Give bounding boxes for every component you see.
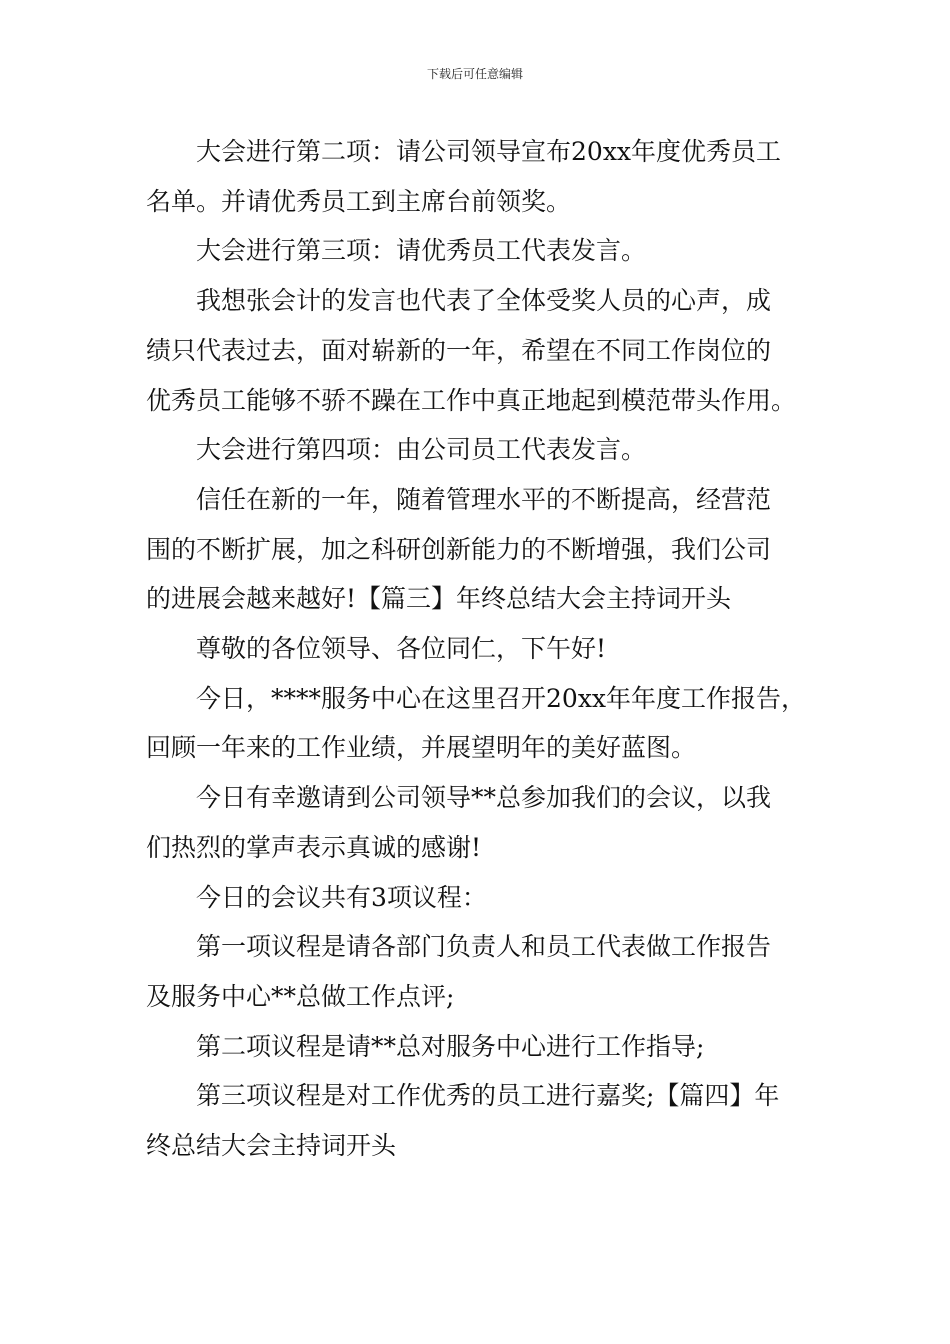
paragraph: 第一项议程是请各部门负责人和员工代表做工作报告 及服务中心**总做工作点评;	[146, 932, 772, 1011]
paragraph: 今日有幸邀请到公司领导**总参加我们的会议，以我 们热烈的掌声表示真诚的感谢!	[146, 783, 772, 862]
paragraph: 信任在新的一年，随着管理水平的不断提高，经营范 围的不断扩展，加之科研创新能力的不断增强，我们公司 的进展会越来越好!【篇三】年终总结大会主持词开头	[146, 484, 772, 614]
paragraph: 第二项议程是请**总对服务中心进行工作指导;	[196, 1031, 705, 1061]
paragraph: 大会进行第四项：由公司员工代表发言。	[196, 435, 647, 465]
paragraph: 今日，****服务中心在这里召开20xx年年度工作报告， 回顾一年来的工作业绩，并展望明年的美好蓝图。	[146, 683, 807, 763]
document-body	[146, 127, 836, 1171]
paragraph: 第三项议程是对工作优秀的员工进行嘉奖;【篇四】年 终总结大会主持词开头	[146, 1081, 780, 1161]
paragraph: 尊敬的各位领导、各位同仁，下午好!	[196, 634, 607, 664]
page-header-note: 下载后可任意编辑	[426, 67, 523, 81]
paragraph: 我想张会计的发言也代表了全体受奖人员的心声，成 绩只代表过去，面对崭新的一年，希望在不同工作岗位的 优秀员工能够不骄不躁在工作中真正地起到模范带头作用。	[146, 286, 797, 415]
paragraph: 今日的会议共有3项议程：	[196, 882, 487, 912]
paragraph: 大会进行第二项：请公司领导宣布20xx年度优秀员工 名单。并请优秀员工到主席台前领奖。	[146, 137, 782, 216]
paragraph: 大会进行第三项：请优秀员工代表发言。	[196, 236, 647, 266]
